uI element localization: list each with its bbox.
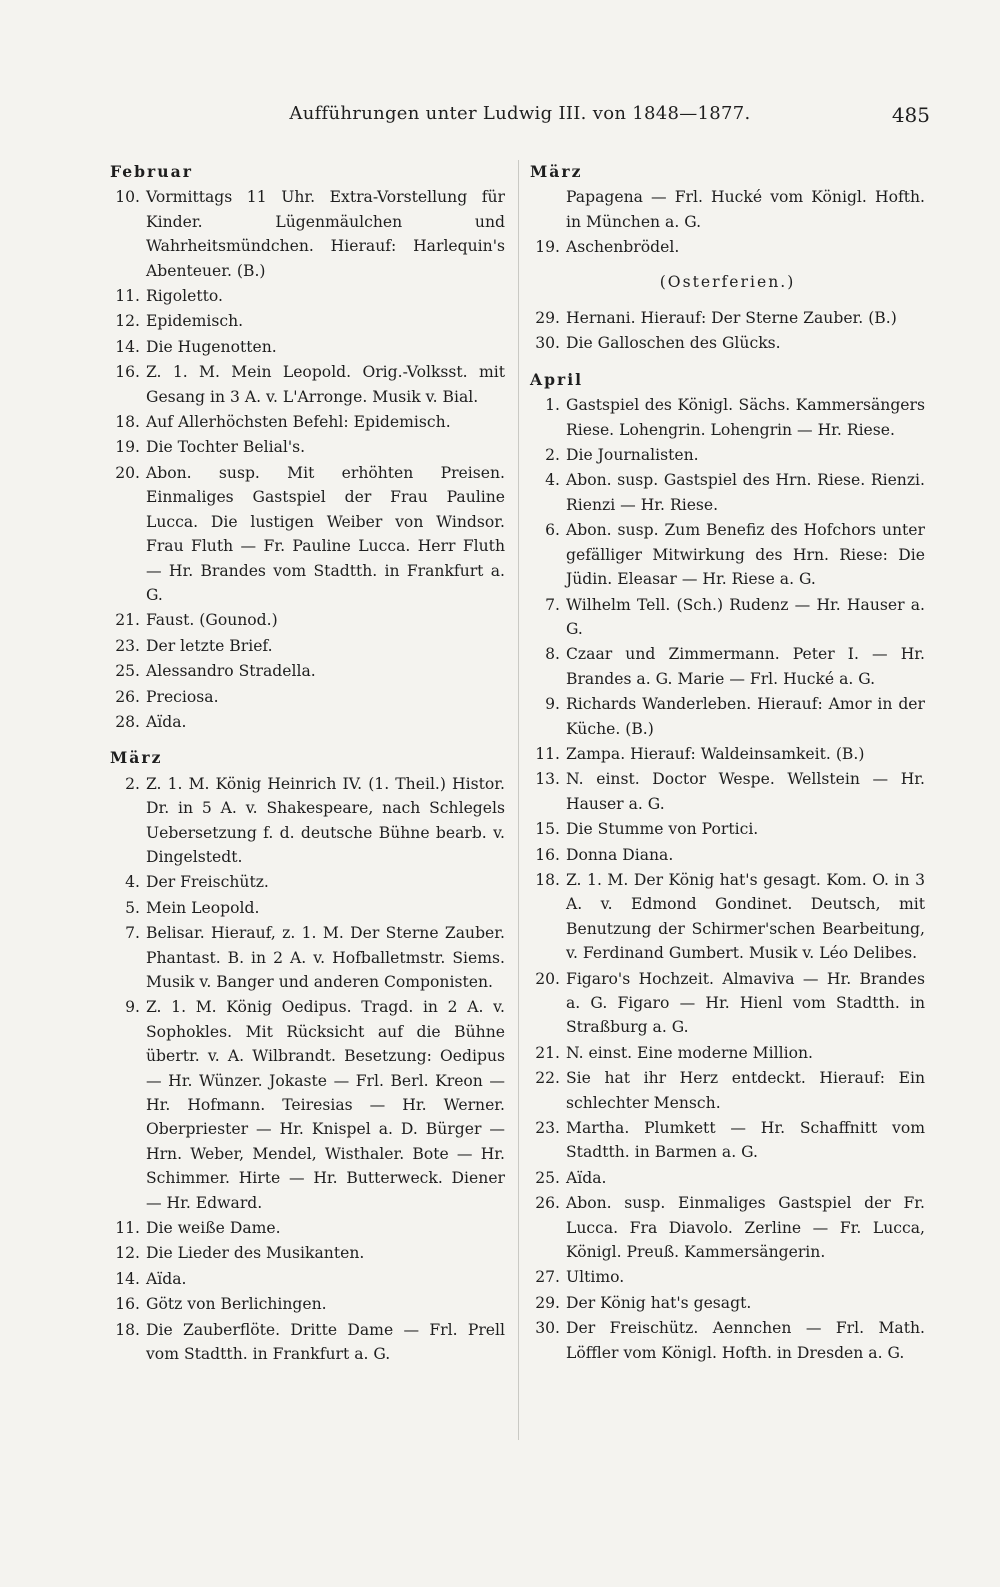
entry-text: Die weiße Dame. [146, 1219, 281, 1238]
performance-entry [110, 995, 505, 1215]
entry-day: 14. [115, 1269, 140, 1288]
entry-text: Mein Leopold. [146, 898, 260, 917]
entry-day: 28. [115, 712, 140, 731]
performance-entry [530, 868, 925, 966]
entry-day: 20. [535, 969, 560, 988]
entry-day: 1. [545, 396, 560, 415]
performance-entry [110, 1267, 505, 1291]
entry-day: 25. [535, 1168, 560, 1187]
entry-text: Die Journalisten. [566, 446, 699, 465]
performance-entry [530, 1265, 925, 1289]
performance-entry [530, 1041, 925, 1065]
month-heading: Februar [110, 162, 193, 181]
performance-entry [530, 1166, 925, 1190]
entry-text: Vormittags 11 Uhr. Extra-Vorstellung für Kinder. Lügenmäulchen und Wahrheitsmündchen. Hierauf: Harlequin's Abenteuer. (B.) [146, 188, 505, 280]
performance-entry [110, 284, 505, 308]
performance-entry [110, 685, 505, 709]
entry-text: Ultimo. [566, 1268, 625, 1287]
entry-text: Der Freischütz. Aennchen — Frl. Math. Löffler vom Königl. Hofth. in Dresden a. G. [566, 1319, 925, 1362]
entry-day: 27. [535, 1268, 560, 1287]
performance-entry [110, 185, 505, 283]
performance-entry [530, 518, 925, 591]
entry-text: Preciosa. [146, 687, 219, 706]
performance-entry [530, 185, 925, 234]
performance-entry [110, 1318, 505, 1367]
entry-text: Zampa. Hierauf: Waldeinsamkeit. (B.) [566, 744, 865, 763]
entry-text: Der letzte Brief. [146, 636, 273, 655]
performance-entry [530, 1116, 925, 1165]
season-break-note: (Osterferien.) [659, 272, 796, 291]
entry-text: Abon. susp. Gastspiel des Hrn. Riese. Rienzi. Rienzi — Hr. Riese. [566, 471, 925, 514]
entry-text: Auf Allerhöchsten Befehl: Epidemisch. [146, 413, 451, 432]
entry-text: Z. 1. M. König Heinrich IV. (1. Theil.) Histor. Dr. in 5 A. v. Shakespeare, nach Schlegels Uebersetzung f. d. deutsche Bühne bearb. v. Dingelstedt. [146, 774, 505, 866]
entry-day: 14. [115, 337, 140, 356]
performance-entry [530, 843, 925, 867]
entry-text: Der Freischütz. [146, 873, 269, 892]
right-column [530, 160, 925, 1366]
performance-entry [110, 435, 505, 459]
entry-text: Die Hugenotten. [146, 337, 277, 356]
entry-text: Z. 1. M. Mein Leopold. Orig.-Volksst. mit Gesang in 3 A. v. L'Arronge. Musik v. Bial. [146, 363, 505, 406]
entry-text: Götz von Berlichingen. [146, 1295, 327, 1314]
entry-text: Z. 1. M. König Oedipus. Tragd. in 2 A. v. Sophokles. Mit Rücksicht auf die Bühne übertr. v. A. Wilbrandt. Besetzung: Oedipus — Hr. Wünzer. Jokaste — Frl. Berl. Kreon — Hr. Hofmann. Teiresias — Hr. Werner. Oberpriester — Hr. Knispel a. D. Bürger — Hrn. Weber, Mendel, Wisthaler. Bote — Hr. Schimmer. Hirte — Hr. Butterweck. Diener — Hr. Edward. [146, 998, 505, 1212]
performance-entry [110, 1241, 505, 1265]
performance-entry [530, 306, 925, 330]
entry-day: 29. [535, 309, 560, 328]
entry-day: 26. [535, 1194, 560, 1213]
performance-entry [530, 742, 925, 766]
running-title: Aufführungen unter Ludwig III. von 1848—1877. [289, 103, 751, 124]
entry-text: Rigoletto. [146, 287, 223, 306]
month-heading: März [110, 748, 163, 768]
entry-day: 22. [535, 1069, 560, 1088]
entry-text: Aïda. [566, 1168, 607, 1187]
entry-text: Z. 1. M. Der König hat's gesagt. Kom. O. in 3 A. v. Edmond Gondinet. Deutsch, mit Benutzung der Schirmer'schen Bearbeitung, v. Ferdinand Gumbert. Musik v. Léo Delibes. [566, 870, 925, 963]
performance-entry [530, 692, 925, 741]
performance-entry [110, 634, 505, 658]
page-number: 485 [891, 103, 930, 127]
entry-day: 29. [535, 1293, 560, 1312]
entry-day: 13. [535, 770, 560, 789]
entry-day: 11. [535, 744, 560, 763]
entry-day: 5. [125, 898, 140, 917]
entry-text: Martha. Plumkett — Hr. Schaffnitt vom Stadtth. in Barmen a. G. [566, 1119, 925, 1162]
entry-day: 25. [115, 662, 140, 681]
entry-text: Abon. susp. Einmaliges Gastspiel der Fr. Lucca. Fra Diavolo. Zerline — Fr. Lucca, Königl. Preuß. Kammersängerin. [566, 1194, 925, 1262]
performance-entry [530, 817, 925, 841]
entry-text: Aschenbrödel. [566, 238, 680, 257]
entry-day: 9. [125, 998, 140, 1017]
entry-day: 12. [115, 1244, 140, 1263]
entry-day: 4. [125, 873, 140, 892]
performance-entry [530, 1291, 925, 1315]
entry-text: Wilhelm Tell. (Sch.) Rudenz — Hr. Hauser a. G. [566, 595, 925, 638]
performance-entry [530, 1066, 925, 1115]
month-heading: April [530, 369, 584, 389]
performance-entry [110, 360, 505, 409]
entry-day: 7. [545, 595, 560, 614]
entry-day: 18. [535, 870, 560, 889]
entry-text: Abon. susp. Zum Benefiz des Hofchors unter gefälliger Mitwirkung des Hrn. Riese: Die Jüdin. Eleasar — Hr. Riese a. G. [566, 521, 925, 589]
performance-entry [110, 896, 505, 920]
entry-text: Der König hat's gesagt. [566, 1293, 752, 1312]
performance-entry [110, 1216, 505, 1240]
entry-text: Papagena — Frl. Hucké vom Königl. Hofth. in München a. G. [566, 188, 925, 231]
entry-text: Belisar. Hierauf, z. 1. M. Der Sterne Zauber. Phantast. B. in 2 A. v. Hofballetmstr. Siems. Musik v. Banger und anderen Componisten. [146, 924, 505, 991]
entry-day: 12. [115, 312, 140, 331]
entry-day: 30. [535, 1319, 560, 1338]
entry-day: 21. [535, 1043, 560, 1062]
performance-entry [110, 710, 505, 734]
performance-entry [530, 1316, 925, 1365]
entry-day: 21. [115, 611, 140, 630]
performance-entry [530, 642, 925, 691]
entry-day: 2. [545, 446, 560, 465]
performance-entry [110, 309, 505, 333]
performance-entry [110, 659, 505, 683]
performance-entry [110, 921, 505, 994]
entry-day: 10. [115, 188, 140, 207]
entry-text: Alessandro Stradella. [146, 662, 316, 681]
entry-day: 26. [115, 687, 140, 706]
performance-entry [530, 331, 925, 355]
month-heading: März [530, 162, 583, 181]
entry-day: 11. [115, 287, 140, 306]
entry-day: 23. [115, 636, 140, 655]
entry-text: Gastspiel des Königl. Sächs. Kammersängers Riese. Lohengrin. Lohengrin — Hr. Riese. [566, 396, 925, 439]
entry-text: Faust. (Gounod.) [146, 611, 278, 630]
entry-text: Die Stumme von Portici. [566, 820, 759, 839]
performance-entry [530, 443, 925, 467]
entry-text: Donna Diana. [566, 845, 674, 864]
entry-day: 18. [115, 413, 140, 432]
entry-text: Die Lieder des Musikanten. [146, 1244, 365, 1263]
performance-entry [530, 235, 925, 259]
entry-day: 30. [535, 334, 560, 353]
page-header [110, 103, 930, 139]
entry-text: Abon. susp. Mit erhöhten Preisen. Einmaliges Gastspiel der Frau Pauline Lucca. Die lustigen Weiber von Windsor. Frau Fluth — Fr. Pauline Lucca. Herr Fluth — Hr. Brandes vom Stadtth. in Frankfurt a. G. [146, 463, 505, 604]
entry-text: Richards Wanderleben. Hierauf: Amor in der Küche. (B.) [566, 695, 925, 738]
performance-entry [110, 335, 505, 359]
performance-entry [110, 1292, 505, 1316]
entry-text: N. einst. Eine moderne Million. [566, 1043, 813, 1062]
column-divider [518, 160, 519, 1440]
entry-day: 20. [115, 463, 140, 482]
performance-entry [530, 967, 925, 1040]
performance-entry [110, 410, 505, 434]
entry-text: Die Zauberflöte. Dritte Dame — Frl. Prell vom Stadtth. in Frankfurt a. G. [146, 1320, 505, 1364]
entry-day [530, 185, 566, 234]
entry-day: 18. [115, 1320, 140, 1339]
performance-entry [110, 608, 505, 632]
entry-text: Aïda. [146, 1269, 187, 1288]
entry-day: 9. [545, 695, 560, 714]
entry-day: 15. [535, 820, 560, 839]
entry-text: Czaar und Zimmermann. Peter I. — Hr. Brandes a. G. Marie — Frl. Hucké a. G. [566, 645, 925, 688]
entry-day: 7. [125, 924, 140, 943]
entry-day: 16. [535, 845, 560, 864]
performance-entry [530, 393, 925, 442]
entry-day: 11. [115, 1219, 140, 1238]
entry-text: Aïda. [146, 712, 187, 731]
entry-text: Hernani. Hierauf: Der Sterne Zauber. (B.) [566, 309, 897, 328]
entry-day: 2. [125, 774, 140, 793]
performance-entry [110, 870, 505, 894]
entry-text: Die Tochter Belial's. [146, 438, 306, 457]
entry-day: 16. [115, 363, 140, 382]
entry-day: 16. [115, 1295, 140, 1314]
performance-entry [110, 461, 505, 607]
entry-day: 19. [115, 438, 140, 457]
entry-day: 4. [545, 471, 560, 490]
performance-entry [530, 468, 925, 517]
performance-entry [530, 1191, 925, 1264]
performance-entry [110, 772, 505, 870]
left-column [110, 160, 505, 1368]
entry-text: Sie hat ihr Herz entdeckt. Hierauf: Ein schlechter Mensch. [566, 1069, 925, 1112]
performance-entry [530, 767, 925, 816]
entry-text: Epidemisch. [146, 312, 244, 331]
entry-day: 23. [535, 1119, 560, 1138]
entry-text: Figaro's Hochzeit. Almaviva — Hr. Brandes a. G. Figaro — Hr. Hienl vom Stadtth. in Straßburg a. G. [566, 969, 925, 1037]
performance-entry [530, 593, 925, 642]
entry-text: Die Galloschen des Glücks. [566, 334, 781, 353]
entry-text: N. einst. Doctor Wespe. Wellstein — Hr. Hauser a. G. [566, 770, 925, 813]
entry-day: 19. [535, 238, 560, 257]
entry-day: 8. [545, 645, 560, 664]
entry-day: 6. [545, 521, 560, 540]
